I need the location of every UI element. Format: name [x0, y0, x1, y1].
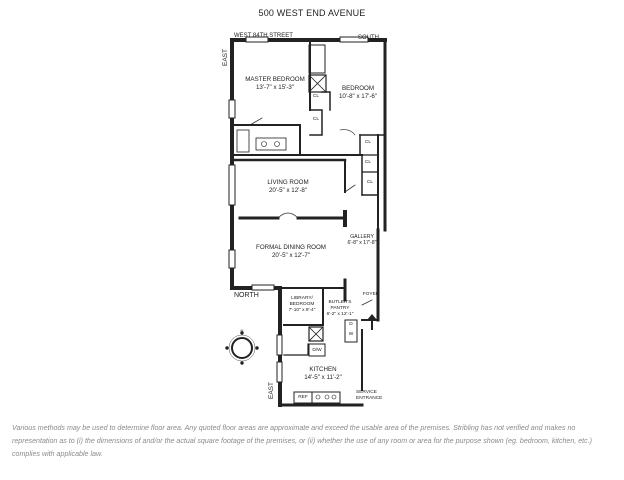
room-name-2: PANTRY	[330, 306, 350, 311]
street-label-top: WEST 84TH STREET	[234, 33, 293, 39]
room-name-2: BEDROOM	[289, 302, 315, 307]
disclaimer-text: Various methods may be used to determine floor area. Any quoted floor areas are approximate and exceed the usable area of the premises. Stribling has not verified and makes no representation as to (i) the dimensions of and/or the actual square footage of the premises, or (ii) whether the use of any room or area for the purpose shown (eg. bedroom, kitchen, etc.) complies with applicable law.	[12, 424, 593, 458]
room-name: MASTER BEDROOM	[245, 76, 305, 83]
closet-label: CL	[366, 180, 374, 185]
room-library	[285, 296, 319, 314]
service-entrance	[356, 390, 390, 402]
room-dims: 20'-5" x 12'-7"	[271, 251, 311, 259]
street-label-south: SOUTH	[358, 35, 379, 41]
entrance-arrow	[367, 314, 377, 330]
room-name-1: LIBRARY/	[291, 296, 313, 301]
room-name: LIVING ROOM	[267, 179, 309, 186]
plan-title: 500 WEST END AVENUE	[258, 8, 366, 18]
room-butler	[324, 300, 356, 318]
refrigerator-label: REF	[298, 395, 308, 400]
room-dims: 10'-8" x 17'-6"	[338, 92, 378, 100]
room-name: KITCHEN	[309, 366, 337, 373]
dryer-label: D	[349, 322, 353, 327]
room-dims: 6'-2" x 12'-1"	[326, 312, 354, 317]
room-dims: 6'-8" x 17'-8"	[347, 240, 377, 246]
room-living	[248, 179, 328, 194]
closet-label: CL	[364, 160, 372, 165]
room-kitchen	[294, 366, 352, 381]
room-dims: 7'-10" x 8'-4"	[288, 308, 316, 313]
service-line-1: SERVICE	[356, 390, 377, 395]
service-line-2: ENTRANCE	[356, 396, 383, 401]
closet-label: CL	[312, 94, 320, 99]
room-name: FORMAL DINING ROOM	[256, 244, 326, 251]
room-name-1: BUTLER'S	[328, 300, 352, 305]
room-dims: 20'-5" x 12'-8"	[268, 186, 308, 194]
room-formal-dining	[246, 244, 336, 259]
street-label-north: NORTH	[234, 292, 259, 299]
room-foyer: FOYER	[362, 292, 380, 297]
closet-label: CL	[364, 140, 372, 145]
closet-label: CL	[312, 117, 320, 122]
room-dims: 13'-7" x 15'-3"	[255, 83, 295, 91]
room-gallery	[344, 234, 380, 246]
compass	[226, 332, 258, 364]
room-master-bedroom	[240, 76, 310, 91]
room-name: BEDROOM	[342, 85, 374, 92]
room-bedroom	[332, 85, 384, 100]
washer-label: W	[348, 332, 354, 337]
room-dims: 14'-5" x 11'-2"	[304, 373, 342, 381]
compass-north: N	[240, 328, 244, 333]
dishwasher-label: D/W	[312, 348, 322, 353]
street-label-east-top: EAST	[222, 49, 229, 66]
room-name: GALLERY	[350, 234, 374, 240]
street-label-east-bottom: EAST	[268, 382, 275, 399]
